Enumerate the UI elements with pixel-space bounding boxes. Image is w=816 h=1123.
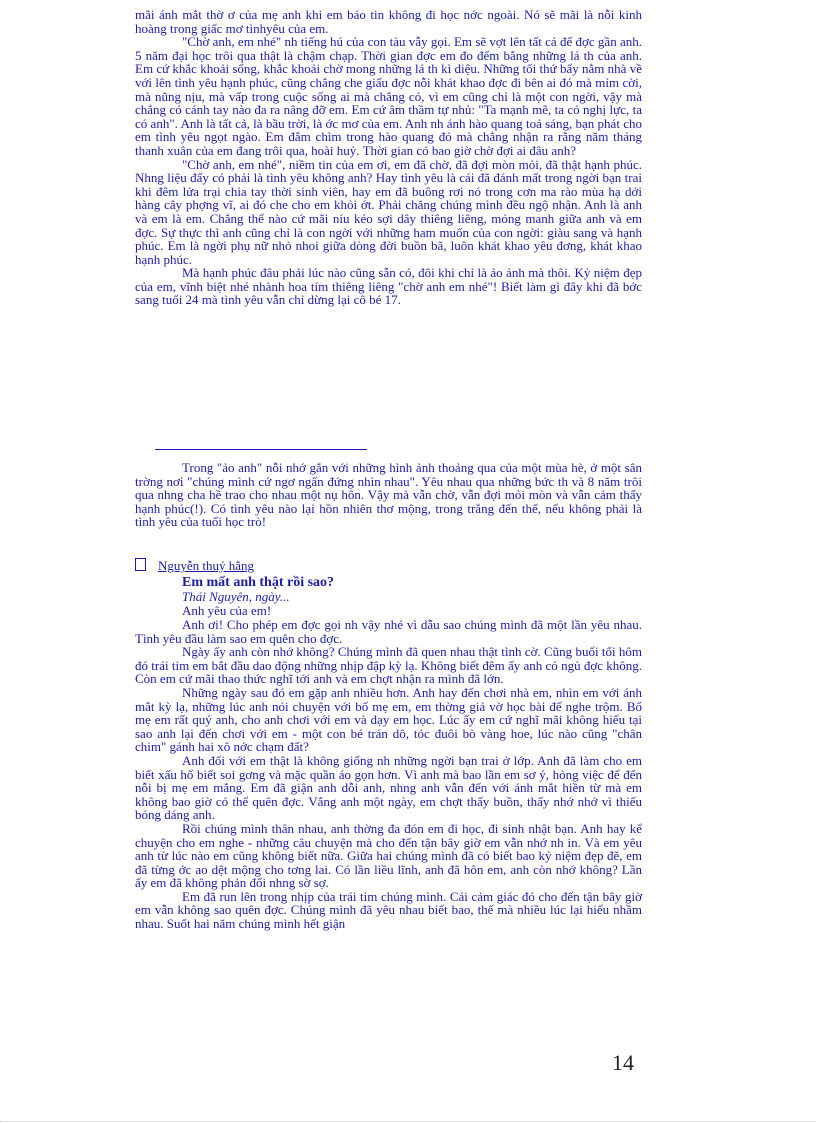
page-bottom-border (0, 1121, 816, 1122)
paragraph: "Chờ anh, em nhé" nh tiếng hú của con tàu vẫy gọi. Em sẽ vợt lên tất cả để đợc gần anh. 5 năm đại học trôi qua thật là chậm chạp. Thời gian đợc em đo đếm bằng những lá th của anh. Em cứ khắc khoải sống, khắc khoải chờ mong những lá th kì diệu. Những tối thứ bẩy nằm nhà về với lên tình yêu hạnh phúc, cũng chẳng che giấu đợc nỗi khát khao đợc đi bên ai đó mà mỉm cời, mà nũng nịu, mà vấp trong cuộc sống ai mà chẳng có, vì em cũng chỉ là một con ngời, vậy mà chẳng có cánh tay nào đa ra nâng đỡ em. Em cứ âm thầm tự nhủ: "Ta mạnh mẽ, ta có nghị lực, ta có anh". Anh là tất cả, là bầu trời, là ớc mơ của em. Anh nh ánh hào quang toả sáng, bạn phát cho em tình yêu ngọt ngào. Em đắm chìm trong hào quang đó mà chẳng nhận ra rằng năm tháng thanh xuân của em đang trôi qua, hoài huỷ. Thời gian có bao giờ chờ đợi ai đâu anh? (135, 34, 642, 158)
note-paragraph: Trong "ảo anh" nỗi nhớ gắn với những hình ảnh thoảng qua của một mùa hè, ở một sân trờng nơi "chúng mình cứ ngơ ngẩn đứng nhìn nhau". Yêu nhau qua những bức th và 8 năm trôi qua nhng cha hề trao cho nhau một nụ hôn. Vậy mà vẫn chờ, vẫn đợi mỏi mòn và vẫn cảm thấy hạnh phúc(!). Có tình yêu nào lại hồn nhiên thơ mộng, trong trắng đến thế, nếu không phải là tình yêu của tuổi học trò! (135, 460, 642, 530)
checkbox-glyph-icon (135, 558, 146, 571)
paragraph: mãi ánh mắt thờ ơ của mẹ anh khi em báo tin không đi học nớc ngoài. Nó sẽ mãi là nỗi kinh hoàng trong giấc mơ tìnhyêu của em. (135, 7, 642, 36)
editor-note (135, 461, 642, 529)
letter-paragraph: Những ngày sau đó em gặp anh nhiều hơn. Anh hay đến chơi nhà em, nhìn em với ánh mắt kỳ lạ, những lúc anh nói chuyện với bố mẹ em, em thờng giả vờ học bài để nghe trộm. Bố mẹ em rất quý anh, cho anh chơi với em và dạy em học. Lúc ấy em cứ nghĩ mãi không hiểu tại sao anh lại đến chơi với em - một con bé trán dô, tóc đuôi bò vàng hoe, lúc nào cũng "chân chim" gánh hai xô nớc chạm đất? (135, 684, 642, 755)
letter-section (135, 575, 642, 931)
letter-greeting: Anh yêu của em! (182, 603, 272, 618)
story-continuation (135, 8, 642, 307)
letter-paragraph: Rồi chúng mình thân nhau, anh thờng đa đón em đi học, đi sinh nhật bạn. Anh hay kể chuyện cho em nghe - những câu chuyện mà cho đến tận bây giờ em vẫn nhớ nh in. Và em yêu anh từ lúc nào em cũng không biết nữa. Giữa hai chúng mình đã có biết bao kỷ niệm đẹp đẽ, em đã từng ớc ao dệt mộng cho tơng lai. Có lần liều lĩnh, anh đã hôn em, anh còn nhớ không? Lần ấy em đã không phản đối nhng sờ sợ. (135, 820, 642, 891)
page-number: 14 (612, 1050, 634, 1075)
letter-paragraph: Em đã run lên trong nhịp của trái tim chúng mình. Cái cảm giác đó cho đến tận bây giờ em vẫn không sao quên đợc. Chúng mình đã yêu nhau biết bao, thế mà nhiều lúc lại hiểu nhầm nhau. Suốt hai năm chúng mình hết giận (135, 888, 642, 932)
letter-title: Em mất anh thật rồi sao? (182, 575, 335, 590)
author-name: Nguyễn thuý hằng (158, 558, 255, 573)
letter-paragraph: Anh đối với em thật là không giống nh những ngời bạn trai ở lớp. Anh đã làm cho em biết xấu hổ biết soi gơng và mặc quần áo gọn hơn. Vì anh mà bao lần em sơ ý, hỏng việc để đến nỗi bị mẹ em mắng. Em đã giận anh dỗi anh, nhng anh vẫn đến với ánh mắt hiền từ mà em không bao giờ có thể quên đợc. Vắng anh một ngày, em chợt thấy buồn, thấy nhớ nhớ vì thiếu bóng dáng anh. (135, 752, 642, 823)
letter-paragraph: Anh ơi! Cho phép em đợc gọi nh vậy nhé vì dẫu sao chúng mình đã một lần yêu nhau. Tình yêu đầu làm sao em quên cho đợc. (135, 617, 642, 646)
section-divider (155, 449, 367, 450)
paragraph: "Chờ anh, em nhé", niềm tin của em ơi, em đã chờ, đã đợi mòn mỏi, đã thật hạnh phúc. Nhng liệu đấy có phải là tình yêu không anh? Hay tình yêu là cái đã đánh mất trong ngời bạn trai khi đêm lửa trại chia tay thời sinh viên, hay em đã buông rơi nó trong cơn ma rào mùa hạ dới hàng cây phợng vĩ, ai đó che cho em khỏi ớt. Phải chăng chúng mình đều ngộ nhận. Anh là anh và em là em. Chẳng thể nào cứ mãi níu kéo sợi dây thiêng liêng, mỏng manh giữa anh và em đợc. Sự thực thì anh cũng chỉ là con ngời với những ham muốn của con ngời: giàu sang và hạnh phúc. Em là ngời phụ nữ nhỏ nhoi giữa dòng đời buồn bã, luôn khát khao yêu đơng, khát khao hạnh phúc. (135, 156, 642, 267)
author-line (135, 558, 642, 573)
paragraph: Mà hạnh phúc đâu phải lúc nào cũng sẵn có, đôi khi chỉ là ảo ảnh mà thôi. Kỷ niệm đẹp của em, vĩnh biệt nhé nhành hoa tím thiêng liêng "chờ anh em nhé"! Biết làm gì đây khi đã bớc sang tuổi 24 mà tình yêu vẫn chỉ dừng lại cô bé 17. (135, 265, 642, 308)
letter-place-date: Thái Nguyên, ngày... (182, 589, 290, 604)
letter-paragraph: Ngày ấy anh còn nhớ không? Chúng mình đã quen nhau thật tình cờ. Cũng buổi tối hôm đó trái tim em bắt đầu dao động những nhịp đập kỳ lạ. Không biết đêm ấy anh có ngủ đợc không. Còn em cứ mãi thao thức nghĩ tới anh và em chợt nhận ra mình đã lớn. (135, 644, 642, 687)
